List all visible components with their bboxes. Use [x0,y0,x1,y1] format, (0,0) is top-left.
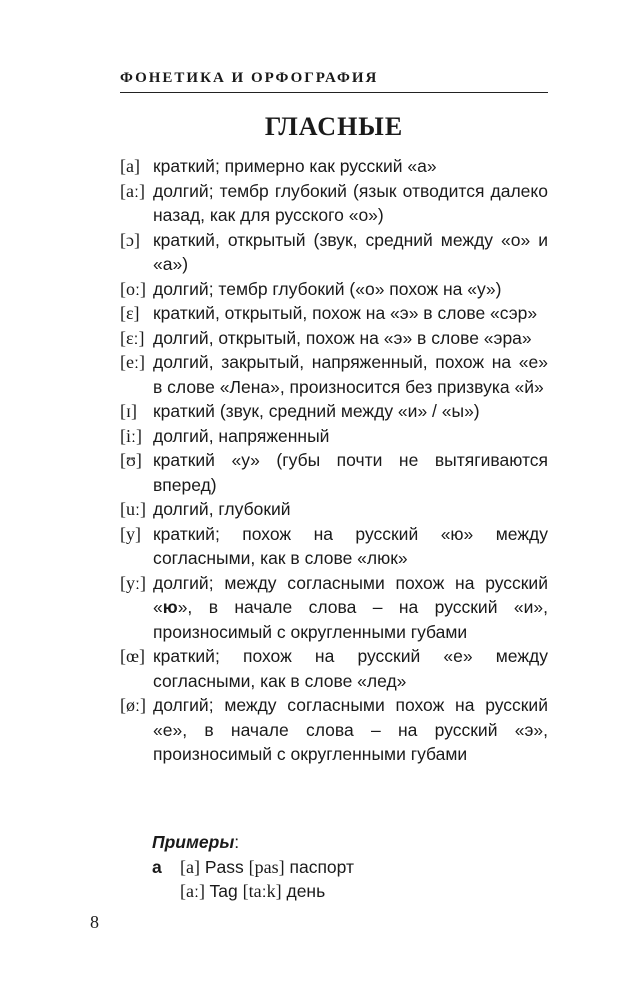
section-title: ГЛАСНЫЕ [264,112,404,141]
description-text: », в начале слова – на русский «и», произносимый с округленными губами [153,597,548,642]
examples-label: Примеры [152,832,235,852]
vowel-description: долгий, открытый, похож на «э» в слове «эра» [153,327,532,348]
vowel-entry [120,228,548,277]
vowel-description: краткий; похож на русский «е» между согласными, как в слове «лед» [153,646,548,691]
ipa-symbol: [œ] [120,646,145,666]
ipa-symbol: [yː] [120,572,146,593]
ipa-symbol: [ɛ] [120,303,140,323]
ipa-symbol: [uː] [120,499,146,519]
example-row [152,855,548,880]
ipa-symbol: [eː] [120,352,145,372]
example-word: Tag [209,881,238,901]
vowel-entry [120,497,548,522]
vowel-entry [120,693,548,767]
ipa-symbol: [y] [120,523,141,544]
vowel-description: долгий, напряженный [153,425,330,446]
ipa-symbol: [ɛː] [120,327,145,348]
vowel-description: краткий «у» (губы почти не вытягиваются вперед) [153,450,548,495]
vowel-description: краткий; примерно как русский «а» [153,156,437,176]
example-content [180,855,354,880]
vowel-entry [120,448,548,497]
example-transcription: [taːk] [242,881,282,901]
vowel-entry [120,277,548,302]
vowel-entry [120,179,548,228]
vowel-entry [120,350,548,399]
example-transcription: [pas] [248,856,285,877]
vowel-entry [120,571,548,645]
examples-heading [152,830,548,855]
ipa-symbol: [aː] [120,180,145,201]
example-letter-spacer [152,879,180,904]
ipa-symbol: [øː] [120,695,146,715]
example-ipa: [a] [180,856,200,877]
page-number: 8 [90,912,99,932]
vowel-description: долгий, глубокий [153,499,291,519]
vowel-entry [120,154,548,179]
ipa-symbol: [ɪ] [120,401,137,421]
header-rule [120,92,548,93]
vowel-entry [120,326,548,351]
ipa-symbol: [ɔ] [120,229,140,250]
example-word: Pass [204,856,244,877]
running-head: ФОНЕТИКА И ОРФОГРАФИЯ [120,70,379,86]
vowel-description: долгий; тембр глубокий («о» похож на «у») [153,278,502,299]
ipa-symbol: [oː] [120,278,146,299]
vowel-description: краткий, открытый (звук, средний между «о» и «а») [153,229,548,274]
examples-colon: : [234,832,240,852]
vowel-description: краткий (звук, средний между «и» / «ы») [153,401,480,421]
example-letter: a [152,856,162,877]
vowel-description: долгий, закрытый, напряженный, похож на «е» в слове «Лена», произносится без призвука «й» [153,352,548,397]
vowel-description: долгий; между согласными похож на русский «е», в начале слова – на русский «э», произносимый с округленными губами [153,695,548,764]
vowel-entry [120,644,548,693]
vowel-description: долгий; тембр глубокий (язык отводится далеко назад, как для русского «о») [153,180,548,225]
examples-block [152,830,548,904]
ipa-symbol: [ʊ] [120,450,142,470]
vowel-entry [120,424,548,449]
example-content [180,879,325,904]
vowel-description [153,571,548,645]
ipa-symbol: [iː] [120,425,142,446]
vowel-entry [120,301,548,326]
emphasized-letter: ю [162,597,178,617]
ipa-symbol: [a] [120,156,140,176]
vowel-description: краткий; похож на русский «ю» между согласными, как в слове «люк» [153,523,548,568]
example-row [152,879,548,904]
vowel-entry [120,399,548,424]
vowel-description: краткий, открытый, похож на «э» в слове «сэр» [153,303,538,323]
vowel-entry [120,522,548,571]
example-translation: паспорт [289,856,355,877]
example-translation: день [286,881,326,901]
description-text: долгий; между согласными похож на русский « [153,572,548,617]
example-ipa: [aː] [180,881,205,901]
vowel-list [120,154,548,767]
